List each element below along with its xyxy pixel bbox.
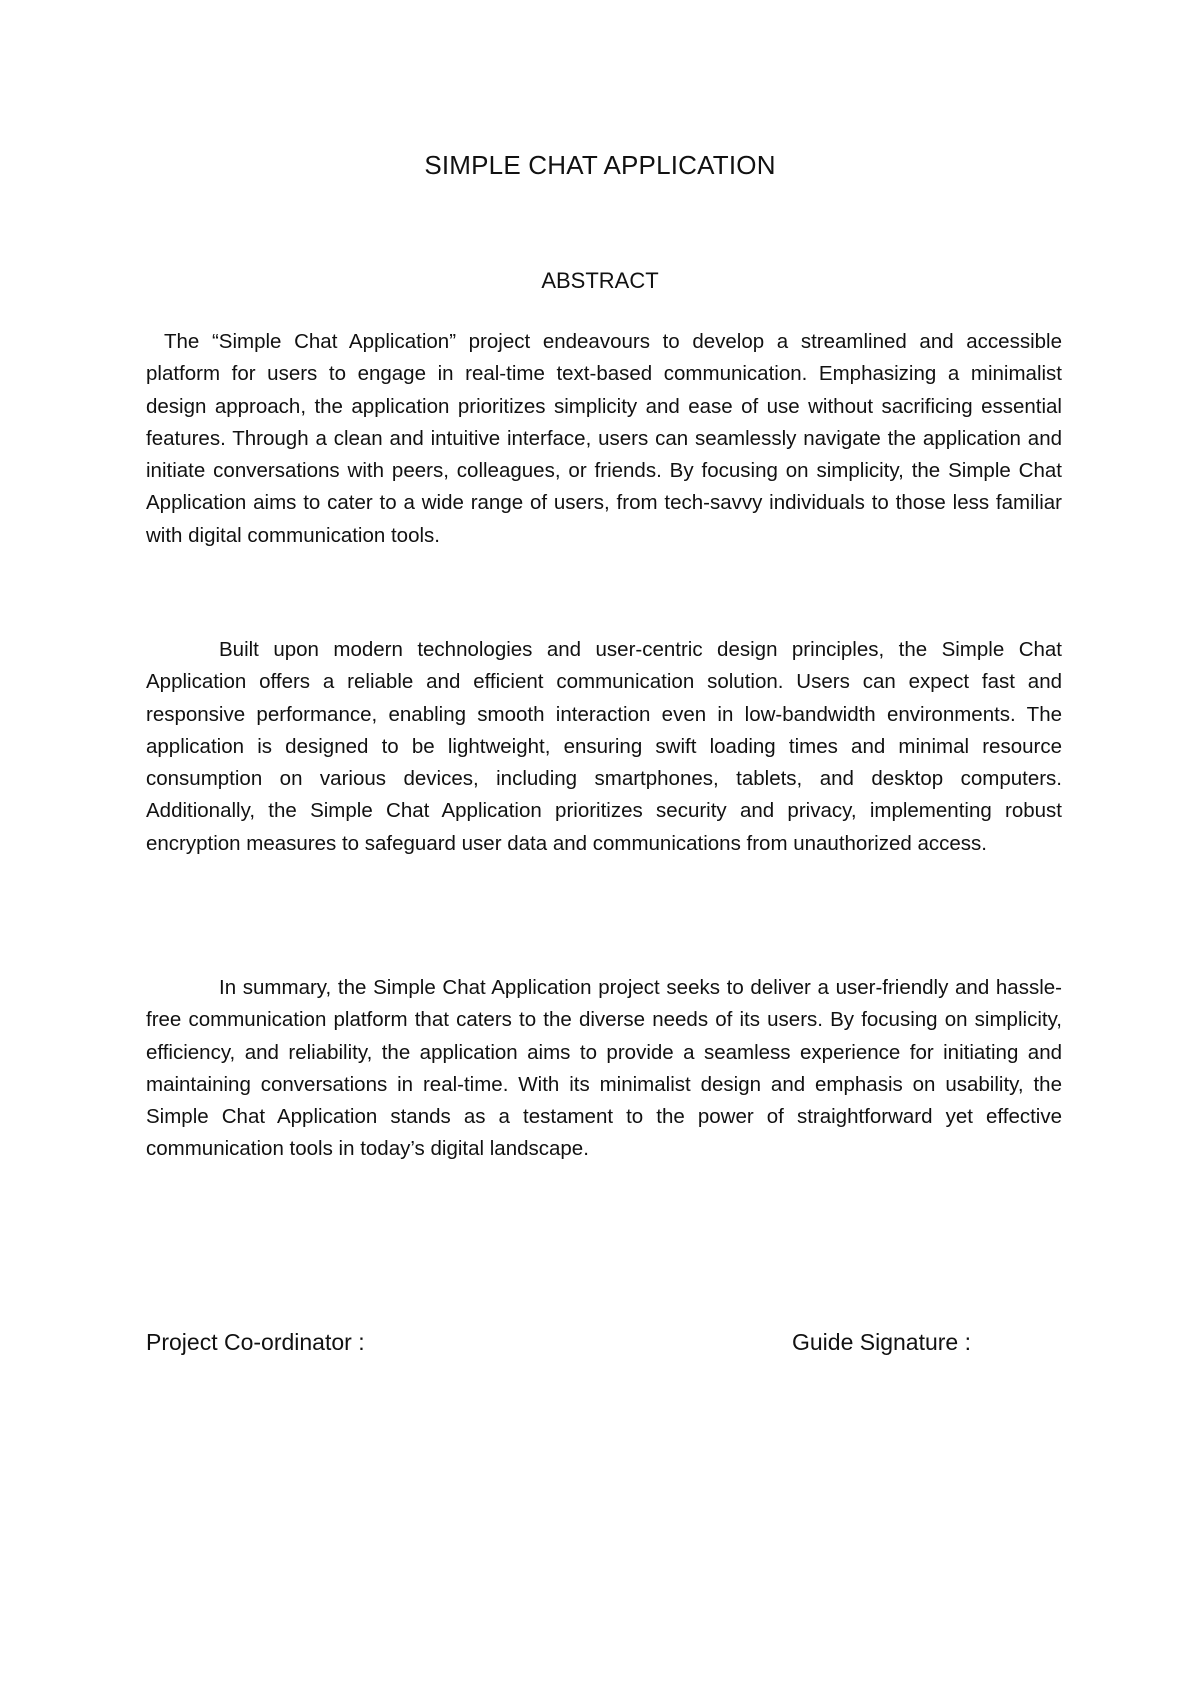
abstract-paragraph-2: Built upon modern technologies and user-centric design principles, the Simple Chat Application offers a reliable and efficient communication solution. Users can expect fast and responsive performance, enabling smooth interaction even in low-bandwidth environments. The application is designed to be lightweight, ensuring swift loading times and minimal resource consumption on various devices, including smartphones, tablets, and desktop computers. Additionally, the Simple Chat Application prioritizes security and privacy, implementing robust encryption measures to safeguard user data and communications from unauthorized access. — [146, 638, 1062, 855]
abstract-paragraph-3: In summary, the Simple Chat Application project seeks to deliver a user-friendly and hassle-free communication platform that caters to the diverse needs of its users. By focusing on simplicity, efficiency, and reliability, the application aims to provide a seamless experience for initiating and maintaining conversations in real-time. With its minimalist design and emphasis on usability, the Simple Chat Application stands as a testament to the power of straightforward yet effective communication tools in today’s digital landscape. — [146, 976, 1062, 1161]
guide-signature-label: Guide Signature : — [792, 1329, 972, 1355]
abstract-paragraph-1: The “Simple Chat Application” project endeavours to develop a streamlined and accessible platform for users to engage in real-time text-based communication. Emphasizing a minimalist design approach, the application prioritizes simplicity and ease of use without sacrificing essential features. Through a clean and intuitive interface, users can seamlessly navigate the application and initiate conversations with peers, colleagues, or friends. By focusing on simplicity, the Simple Chat Application aims to cater to a wide range of users, from tech-savvy individuals to those less familiar with digital communication tools. — [146, 330, 1062, 547]
abstract-heading: ABSTRACT — [541, 268, 659, 293]
project-coordinator-label: Project Co-ordinator : — [146, 1329, 365, 1355]
document-title: SIMPLE CHAT APPLICATION — [424, 150, 776, 180]
